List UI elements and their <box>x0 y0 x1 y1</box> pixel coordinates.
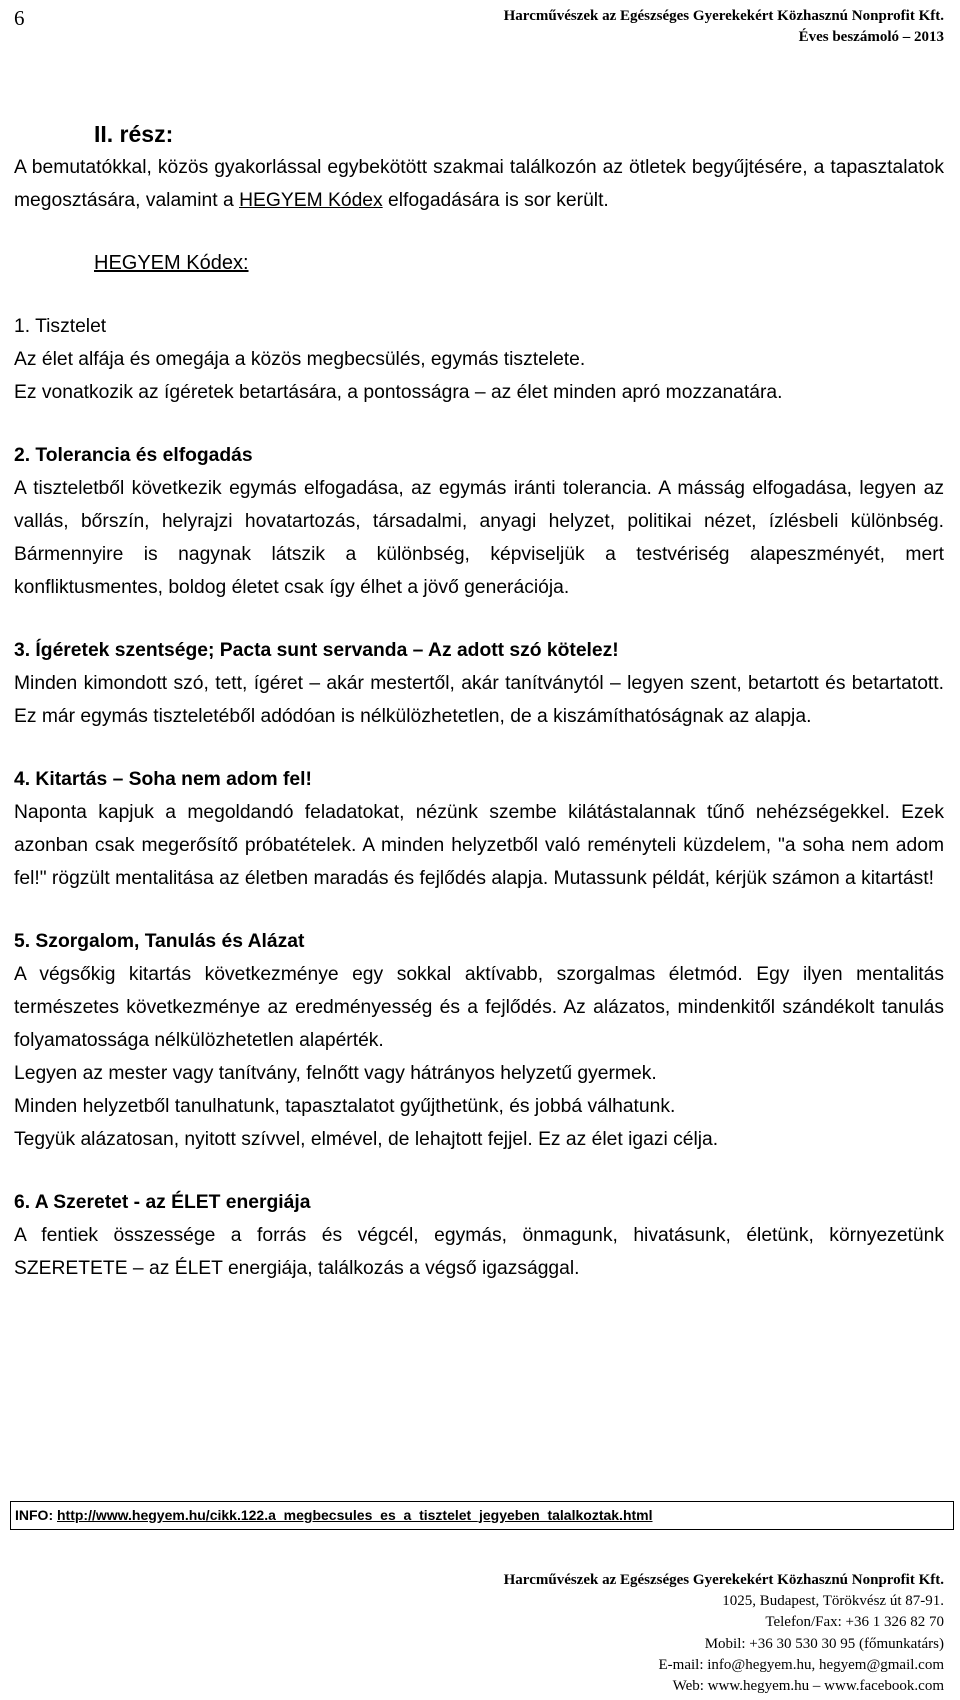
section-paragraph: Naponta kapjuk a megoldandó feladatokat, nézünk szembe kilátástalannak tűnő nehézségekkel. Ezek azonban csak megerősítő próbatételek. A minden helyzetből való reményteli küzdelem, "a soha nem adom fel!" rögzült mentalitása az életben maradás és fejlődés alapja. Mutassunk példát, kérjük számon a kitartást! <box>14 802 944 889</box>
section-2 <box>14 439 944 604</box>
section-paragraph: A fentiek összessége a forrás és végcél, egymás, önmagunk, hivatásunk, életünk, környezetünk SZERETETE – az ÉLET energiája, találkozás a végső igazsággal. <box>14 1225 944 1279</box>
info-label: INFO: <box>15 1507 54 1523</box>
info-link[interactable]: http://www.hegyem.hu/cikk.122.a_megbecsules_es_a_tisztelet_jegyeben_talalkoztak.html <box>57 1507 653 1523</box>
section-5 <box>14 925 944 1156</box>
section-4 <box>14 763 944 895</box>
section-paragraph: Tegyük alázatosan, nyitott szívvel, elmével, de lehajtott fejjel. Ez az élet igazi célja. <box>14 1129 719 1150</box>
footer-org-name: Harcművészek az Egészséges Gyerekekért Közhasznú Nonprofit Kft. <box>503 1572 944 1588</box>
section-paragraph: Minden helyzetből tanulhatunk, tapasztalatot gyűjthetünk, és jobbá válhatunk. <box>14 1096 676 1117</box>
header-org-name: Harcművészek az Egészséges Gyerekekért Közhasznú Nonprofit Kft. <box>503 8 944 24</box>
footer-email: E-mail: info@hegyem.hu, hegyem@gmail.com <box>658 1656 944 1673</box>
section-title: 5. Szorgalom, Tanulás és Alázat <box>14 931 305 952</box>
part-title: II. rész: <box>94 121 174 147</box>
kodex-reference: HEGYEM Kódex <box>239 190 383 211</box>
section-paragraph: Minden kimondott szó, tett, ígéret – akár mestertől, akár tanítványtól – legyen szent, betartott és betartatott. Ez már egymás tiszteletéből adódóan is nélkülözhetetlen, de a kiszámíthatóságnak az alapja. <box>14 673 944 727</box>
section-paragraph: A tiszteletből következik egymás elfogadása, az egymás iránti tolerancia. A másság elfogadása, legyen az vallás, bőrszín, helyrajzi hovatartozás, társadalmi, anyagi helyzet, politikai nézet, ízlésbeli különbség. Bármennyire is nagynak látszik a különbség, képviseljük a testvériség alapeszményét, mert konfliktusmentes, boldog életet csak így élhet a jövő generációja. <box>14 478 944 598</box>
section-title: 2. Tolerancia és elfogadás <box>14 445 253 466</box>
section-title: 4. Kitartás – Soha nem adom fel! <box>14 769 312 790</box>
footer-web: Web: www.hegyem.hu – www.facebook.com <box>672 1678 944 1695</box>
section-title: 1. Tisztelet <box>14 316 107 337</box>
footer-address: 1025, Budapest, Törökvész út 87-91. <box>722 1593 944 1610</box>
section-title: 3. Ígéretek szentsége; Pacta sunt servanda – Az adott szó kötelez! <box>14 640 619 661</box>
section-paragraph: Ez vonatkozik az ígéretek betartására, a pontosságra – az élet minden apró mozzanatára. <box>14 382 783 403</box>
footer-mobile: Mobil: +36 30 530 30 95 (főmunkatárs) <box>704 1635 944 1652</box>
page-footer <box>504 1570 944 1697</box>
main-content <box>14 118 944 1285</box>
page-header <box>504 6 944 48</box>
intro-text-after: elfogadására is sor került. <box>382 190 609 211</box>
section-1 <box>14 310 944 409</box>
section-3 <box>14 634 944 733</box>
section-paragraph: Legyen az mester vagy tanítvány, felnőtt vagy hátrányos helyzetű gyermek. <box>14 1063 657 1084</box>
section-paragraph: Az élet alfája és omegája a közös megbecsülés, egymás tisztelete. <box>14 349 586 370</box>
kodex-title: HEGYEM Kódex: <box>94 252 249 274</box>
intro-paragraph <box>14 151 944 217</box>
footer-phone: Telefon/Fax: +36 1 326 82 70 <box>765 1614 944 1631</box>
section-6 <box>14 1186 944 1285</box>
section-title: 6. A Szeretet - az ÉLET energiája <box>14 1192 311 1213</box>
header-report-title: Éves beszámoló – 2013 <box>798 29 944 45</box>
page-number: 6 <box>14 6 25 30</box>
info-box <box>10 1501 954 1530</box>
intro-text-before: A bemutatókkal, közös gyakorlással egybekötött szakmai találkozón az ötletek begyűjtésére, a tapasztalatok megosztására, valamint a <box>14 157 944 211</box>
section-paragraph: A végsőkig kitartás következménye egy sokkal aktívabb, szorgalmas életmód. Egy ilyen mentalitás természetes következménye az eredményesség és a fejlődés. Az alázatos, mindenkitől szándékolt tanulás folyamatossága nélkülözhetetlen alapérték. <box>14 964 944 1051</box>
